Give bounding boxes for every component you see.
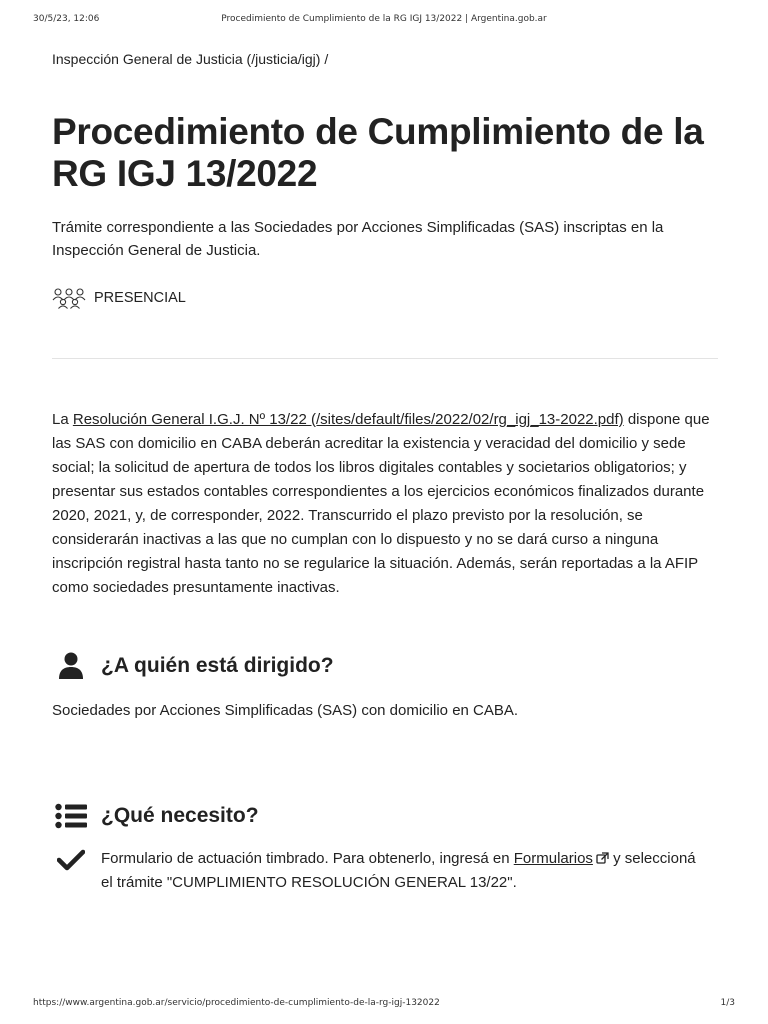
description-prefix: La: [52, 411, 73, 428]
check-icon: [52, 847, 90, 873]
print-date: 30/5/23, 12:06: [33, 14, 100, 24]
people-group-icon: [52, 287, 86, 309]
section-divider: [52, 358, 718, 359]
lead-paragraph: Trámite correspondiente a las Sociedades por Acciones Simplificadas (SAS) inscriptas en la Inspección General de Justicia.: [52, 219, 664, 259]
print-page-title: Procedimiento de Cumplimiento de la RG IGJ 13/2022 | Argentina.gob.ar: [221, 14, 547, 24]
description-paragraph: [52, 408, 718, 600]
modality-badge: [52, 287, 186, 309]
formularios-link[interactable]: Formularios: [513, 850, 593, 867]
description-text: dispone que las SAS con domicilio en CABA deberán acreditar la existencia y veracidad del domicilio y sede social; la solicitud de apertura de todos los libros digitales contables y societarios obligatorios; y presentar sus estados contables correspondientes a los ejercicios económicos finalizados durante 2020, 2021, y, de corresponder, 2022. Transcurrido el plazo previsto por la resolución, se considerarán inactivas a las que no cumplan con lo dispuesto y no se dará curso a ninguna inscripción registral hasta tanto no se regularice la situación. Además, serán reportadas a la AFIP como sociedades presuntamente inactivas.: [52, 411, 710, 596]
list-icon: [52, 800, 90, 832]
requirements-section-header: [52, 800, 259, 832]
requirement-suffix: y seleccioná el trámite "CUMPLIMIENTO RESOLUCIÓN GENERAL 13/22".: [101, 850, 696, 891]
requirement-prefix: Formulario de actuación timbrado. Para obtenerlo, ingresá en: [101, 850, 514, 867]
resolution-pdf-link[interactable]: Resolución General I.G.J. Nº 13/22 (/sites/default/files/2022/02/rg_igj_13-2022.pdf): [72, 411, 624, 428]
print-footer: [33, 998, 735, 1012]
requirement-text: [101, 847, 701, 895]
print-url: https://www.argentina.gob.ar/servicio/procedimiento-de-cumplimiento-de-la-rg-igj-132022: [33, 998, 440, 1008]
page-title: Procedimiento de Cumplimiento de la RG IGJ 13/2022: [52, 111, 704, 194]
print-header: [33, 14, 735, 28]
breadcrumb: [52, 51, 328, 67]
audience-text: Sociedades por Acciones Simplificadas (SAS) con domicilio en CABA.: [52, 702, 519, 719]
requirement-item: [52, 847, 718, 895]
audience-title: ¿A quién está dirigido?: [101, 654, 334, 677]
requirements-title: ¿Qué necesito?: [101, 804, 259, 827]
modality-label: PRESENCIAL: [94, 290, 186, 306]
print-page-number: 1/3: [720, 998, 735, 1008]
external-link-icon[interactable]: [596, 852, 609, 864]
audience-section-header: [52, 650, 334, 682]
breadcrumb-link-igj[interactable]: Inspección General de Justicia (/justicia/igj): [52, 51, 321, 67]
breadcrumb-separator: /: [320, 51, 329, 67]
user-icon: [52, 650, 90, 682]
